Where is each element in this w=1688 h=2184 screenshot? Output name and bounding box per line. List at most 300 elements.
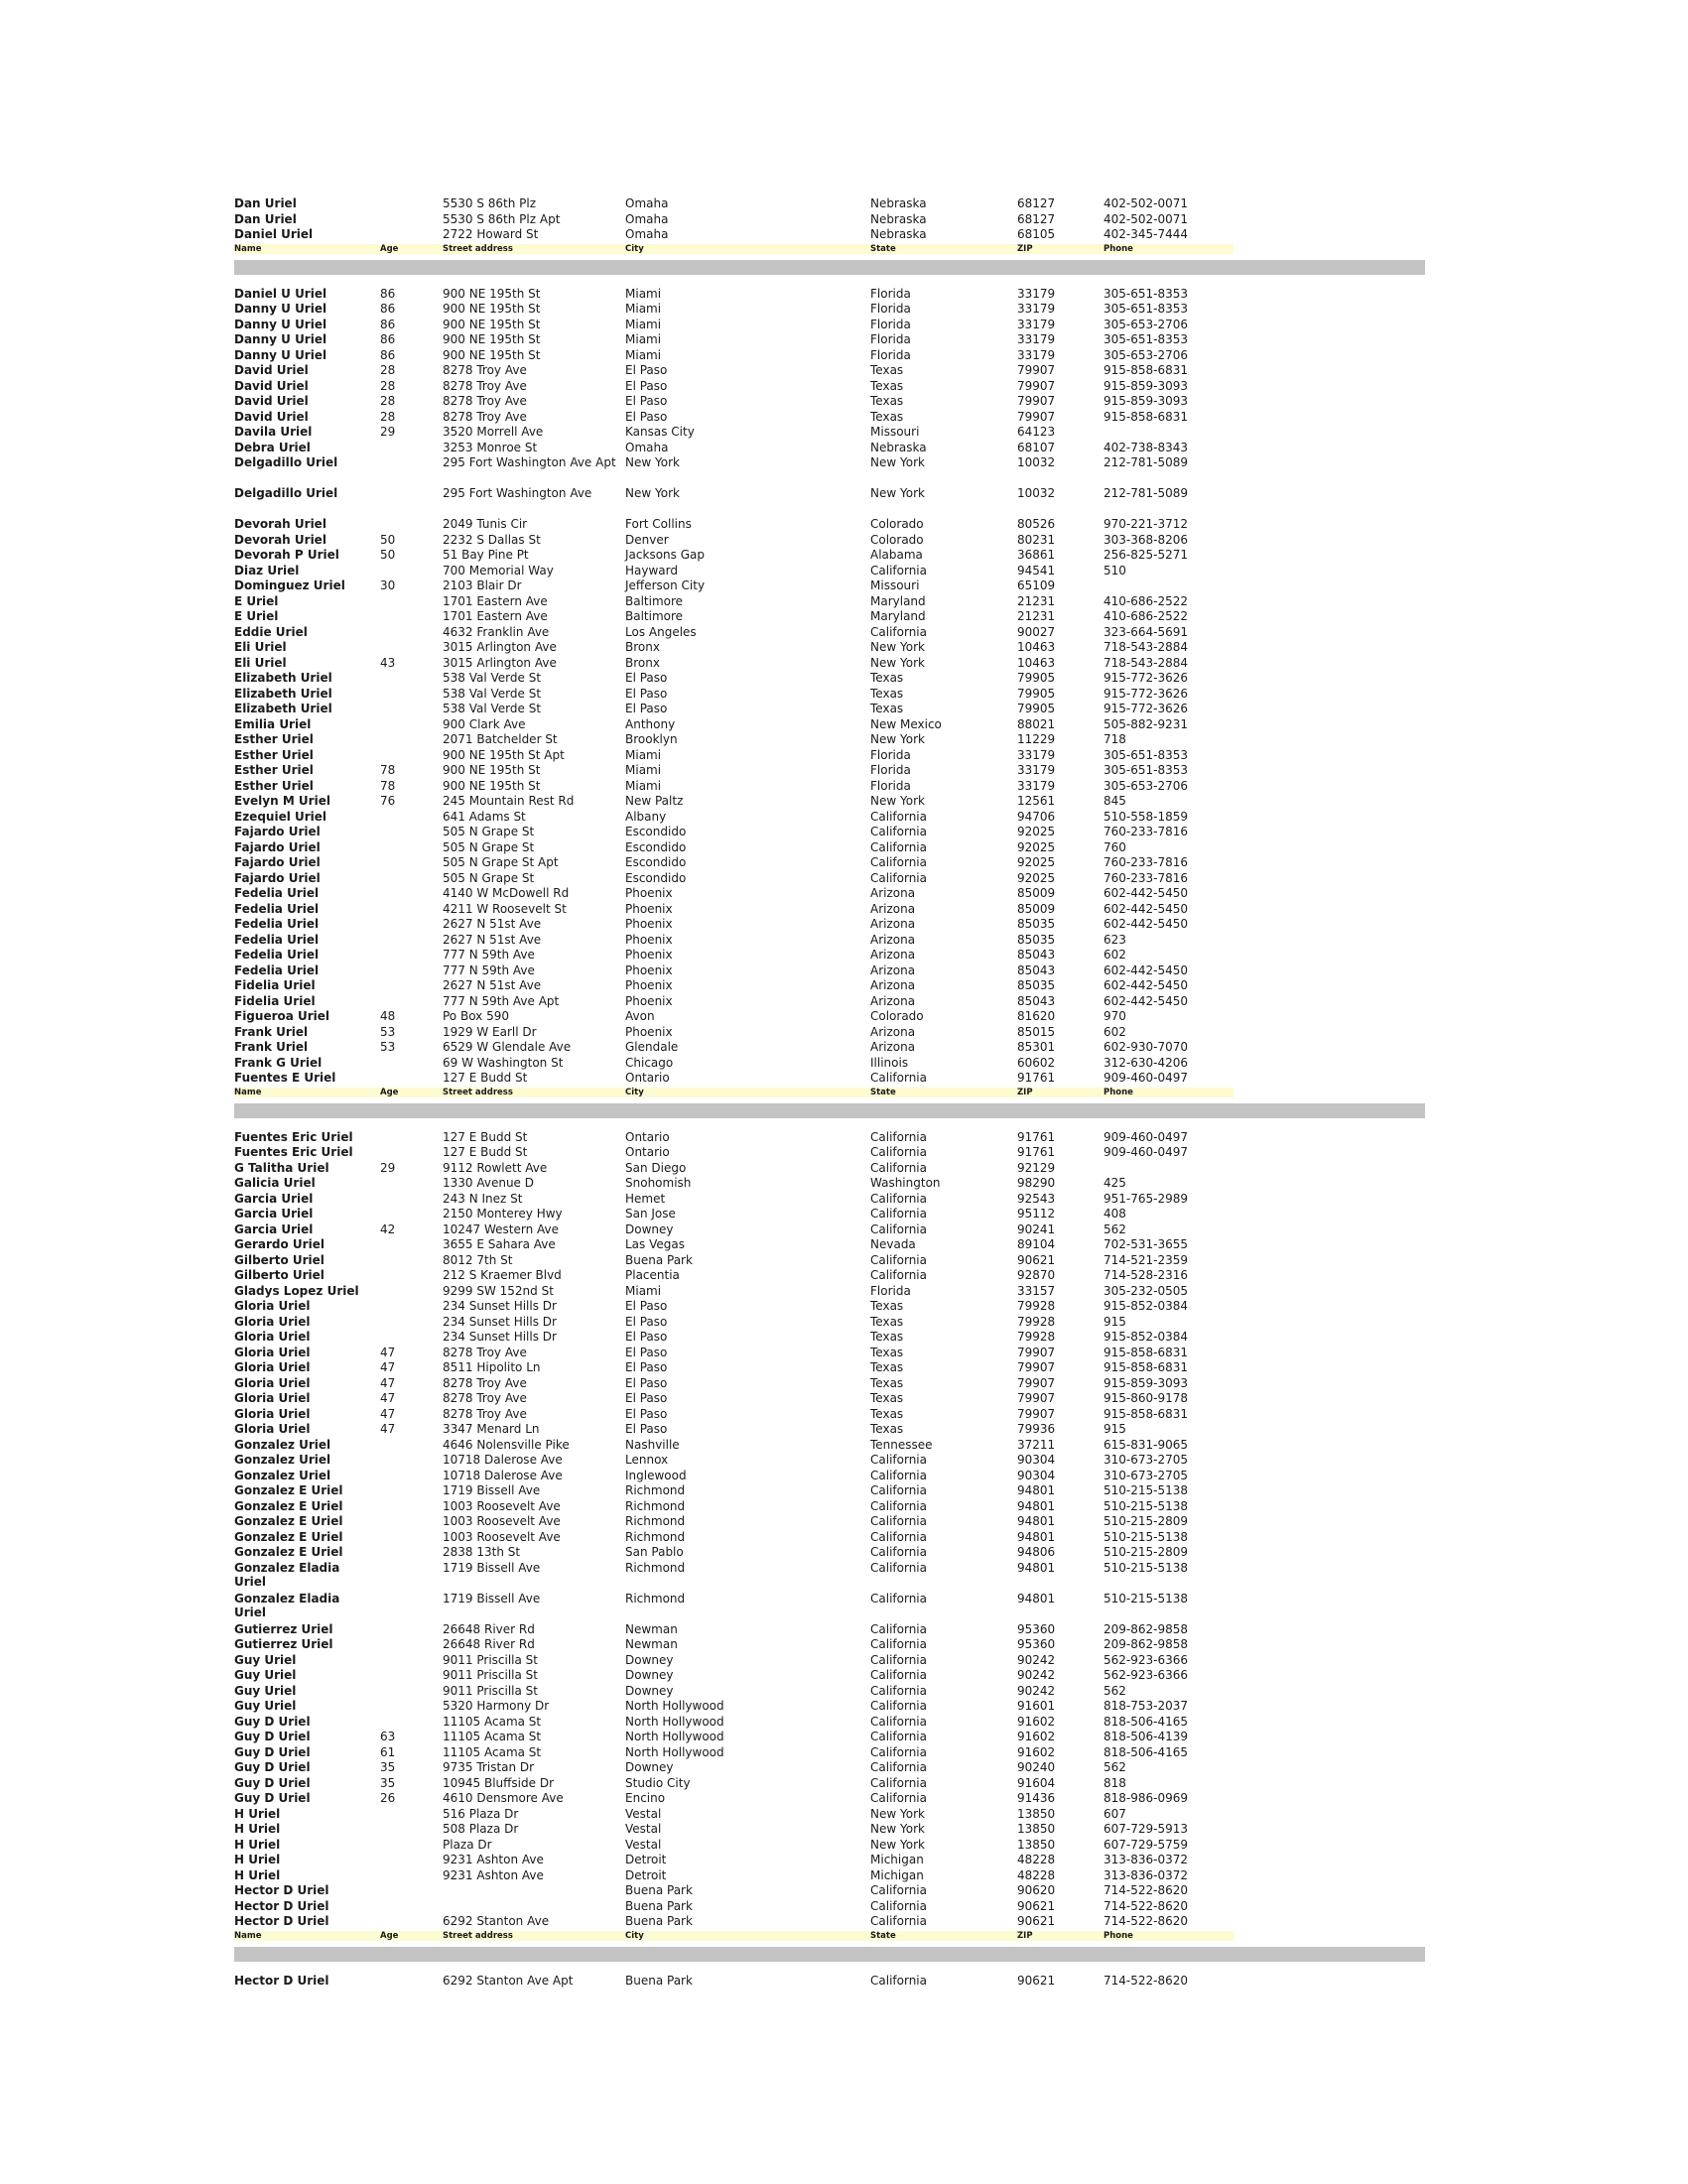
name-cell: H Uriel [234,1806,281,1821]
zip-cell: 11229 [1017,732,1056,746]
city-cell: Inglewood [625,1468,687,1482]
table-row [234,1838,1425,1854]
street-cell: 2049 Tunis Cir [443,517,528,531]
state-cell: California [870,624,927,639]
street-cell: 5530 S 86th Plz Apt [443,211,561,226]
table-row [234,702,1425,717]
zip-cell: 92025 [1017,825,1056,838]
phone-cell: 425 [1104,1176,1126,1190]
zip-cell: 79905 [1017,702,1056,715]
state-cell: Texas [870,1406,904,1421]
state-cell: California [870,1668,927,1682]
table-row [234,1760,1425,1776]
table-row [234,656,1425,672]
street-cell: 3253 Monroe St [443,440,538,454]
phone-cell: 702-531-3655 [1104,1237,1189,1251]
phone-cell: 915 [1104,1314,1126,1329]
table-row [234,1807,1425,1823]
name-cell: Gonzalez Uriel [234,1468,331,1482]
street-cell: Plaza Dr [443,1837,492,1852]
city-cell: Miami [625,747,662,762]
city-cell: El Paso [625,686,668,701]
city-cell: Miami [625,286,662,301]
phone-cell: 845 [1104,794,1126,808]
phone-cell: 305-653-2706 [1104,778,1189,793]
state-cell: Florida [870,763,911,777]
phone-cell: 305-651-8353 [1104,332,1189,346]
street-cell: 1929 W Earll Dr [443,1024,537,1039]
name-cell: Gilberto Uriel [234,1252,325,1267]
name-cell: Fidelia Uriel [234,978,316,992]
name-cell: Guy D Uriel [234,1760,311,1774]
zip-cell: 91436 [1017,1791,1056,1805]
state-cell: New Mexico [870,716,942,731]
street-cell: 4646 Nolensville Pike [443,1437,570,1452]
zip-cell: 79907 [1017,1360,1056,1374]
zip-cell: 90027 [1017,624,1056,639]
street-cell: 900 NE 195th St [443,347,541,362]
state-cell: Michigan [870,1867,924,1882]
city-cell: Downey [625,1668,674,1682]
street-cell: 2722 Howard St [443,227,539,241]
phone-cell: 602-442-5450 [1104,993,1189,1008]
zip-cell: 94801 [1017,1483,1056,1497]
age-header: Age [380,1930,399,1941]
name-cell: Davila Uriel [234,425,313,439]
name-cell: Guy D Uriel [234,1730,311,1743]
zip-cell: 94706 [1017,809,1056,824]
table-row [234,763,1425,779]
name-cell: H Uriel [234,1853,281,1866]
name-cell: Hector D Uriel [234,1898,329,1913]
zip-cell: 33157 [1017,1283,1056,1298]
city-cell: El Paso [625,1299,668,1313]
phone-cell: 305-651-8353 [1104,747,1189,762]
street-cell: 1003 Roosevelt Ave [443,1514,561,1528]
zip-cell: 33179 [1017,332,1056,346]
section-separator [234,260,1425,275]
name-cell: Guy D Uriel [234,1744,311,1759]
phone-cell: 562-923-6366 [1104,1668,1189,1682]
city-cell: Buena Park [625,1898,693,1913]
table-row [234,1699,1425,1715]
zip-cell: 13850 [1017,1837,1056,1852]
city-cell: Phoenix [625,1024,673,1039]
name-cell: Guy Uriel [234,1652,297,1667]
table-row [234,1483,1425,1499]
name-cell: Guy Uriel [234,1699,297,1713]
phone-cell: 562 [1104,1683,1126,1698]
age-header: Age [380,1087,399,1097]
name-cell: Eli Uriel [234,640,287,654]
city-cell: Richmond [625,1514,686,1528]
city-cell: Baltimore [625,609,684,623]
state-cell: California [870,1453,927,1467]
name-cell: David Uriel [234,378,309,393]
age-cell: 86 [380,286,396,301]
street-header: Street address [443,1087,513,1097]
phone-cell: 915-852-0384 [1104,1299,1189,1313]
street-cell: 11105 Acama St [443,1714,542,1729]
phone-cell: 313-836-0372 [1104,1853,1189,1866]
zip-cell: 33179 [1017,747,1056,762]
city-cell: Miami [625,778,662,793]
street-cell: 245 Mountain Rest Rd [443,794,575,808]
phone-cell: 209-862-9858 [1104,1621,1189,1636]
column-header-row [234,244,1234,254]
state-cell: Texas [870,409,904,424]
phone-cell: 818-506-4139 [1104,1730,1189,1743]
table-row [234,517,1425,533]
state-cell: California [870,1591,927,1606]
street-cell: 3015 Arlington Ave [443,655,557,670]
phone-cell: 915-772-3626 [1104,702,1189,715]
street-cell: 9735 Tristan Dr [443,1760,535,1774]
phone-cell: 602-930-7070 [1104,1040,1189,1054]
zip-header: ZIP [1017,243,1033,254]
zip-cell: 91602 [1017,1744,1056,1759]
table-row [234,748,1425,764]
zip-cell: 92025 [1017,839,1056,854]
table-row [234,1407,1425,1423]
zip-cell: 90621 [1017,1898,1056,1913]
state-cell: Texas [870,1391,904,1405]
name-cell: Guy D Uriel [234,1714,311,1729]
zip-cell: 94801 [1017,1498,1056,1513]
zip-cell: 85301 [1017,1040,1056,1054]
phone-cell: 256-825-5271 [1104,548,1189,562]
state-cell: Texas [870,702,904,715]
age-cell: 86 [380,302,396,316]
street-cell: 900 NE 195th St [443,302,541,316]
phone-cell: 510-558-1859 [1104,809,1189,824]
zip-cell: 90241 [1017,1221,1056,1236]
zip-cell: 90240 [1017,1760,1056,1774]
age-cell: 28 [380,394,396,408]
table-row [234,1561,1425,1592]
table-row [234,1868,1425,1884]
phone-cell: 402-345-7444 [1104,227,1189,241]
zip-cell: 85043 [1017,948,1056,962]
street-cell: 3347 Menard Ln [443,1422,540,1436]
phone-header: Phone [1104,1930,1133,1941]
phone-cell: 602-442-5450 [1104,901,1189,916]
state-cell: California [870,1760,927,1774]
zip-cell: 94801 [1017,1529,1056,1544]
zip-cell: 92025 [1017,855,1056,869]
street-cell: 295 Fort Washington Ave [443,486,592,500]
city-cell: Richmond [625,1591,686,1606]
name-cell: Emilia Uriel [234,716,312,731]
state-cell: Arizona [870,978,916,992]
age-header: Age [380,243,399,254]
zip-header: ZIP [1017,1930,1033,1941]
age-cell: 78 [380,763,396,777]
table-row [234,1438,1425,1454]
zip-cell: 90304 [1017,1468,1056,1482]
zip-cell: 90242 [1017,1683,1056,1698]
state-header: State [870,243,896,254]
phone-cell: 402-502-0071 [1104,211,1189,226]
street-cell: 2103 Blair Dr [443,578,522,592]
name-cell: Gonzalez Uriel [234,1437,331,1452]
name-cell: Guy D Uriel [234,1791,311,1805]
city-cell: Bronx [625,640,660,654]
state-cell: Florida [870,302,911,316]
street-cell: 10718 Dalerose Ave [443,1468,563,1482]
phone-cell: 323-664-5691 [1104,624,1189,639]
state-header: State [870,1930,896,1941]
table-row [234,1822,1425,1838]
phone-cell: 818 [1104,1775,1126,1790]
zip-cell: 91761 [1017,1129,1056,1144]
table-row [234,732,1425,748]
age-cell: 76 [380,794,396,808]
street-cell: 9011 Priscilla St [443,1683,538,1698]
table-row [234,1422,1425,1438]
age-cell: 50 [380,532,396,547]
street-cell: 3520 Morrell Ave [443,425,544,439]
zip-cell: 10032 [1017,486,1056,500]
street-cell: 6292 Stanton Ave Apt [443,1973,574,1988]
name-cell: Gonzalez E Uriel [234,1498,343,1513]
name-cell: Elizabeth Uriel [234,671,332,685]
city-cell: Newman [625,1637,678,1651]
state-cell: California [870,1468,927,1482]
table-row [234,964,1425,979]
city-cell: Phoenix [625,948,673,962]
zip-cell: 79936 [1017,1422,1056,1436]
city-cell: Vestal [625,1837,662,1852]
zip-cell: 13850 [1017,1822,1056,1836]
age-cell: 53 [380,1024,396,1039]
name-cell: Fajardo Uriel [234,870,321,885]
city-cell: New York [625,455,680,469]
street-cell: 2071 Batchelder St [443,732,558,746]
table-row [234,302,1425,318]
column-header-row [234,1931,1234,1941]
state-cell: California [870,1252,927,1267]
age-cell: 42 [380,1221,396,1236]
table-row [234,810,1425,826]
zip-cell: 91761 [1017,1071,1056,1085]
state-cell: California [870,1791,927,1805]
city-cell: Snohomish [625,1176,692,1190]
age-cell: 61 [380,1744,396,1759]
phone-cell: 209-862-9858 [1104,1637,1189,1651]
state-cell: California [870,1683,927,1698]
state-cell: New York [870,794,925,808]
state-cell: Michigan [870,1853,924,1866]
age-cell: 47 [380,1391,396,1405]
phone-cell: 408 [1104,1207,1126,1220]
street-cell: 900 NE 195th St [443,763,541,777]
name-cell: Gloria Uriel [234,1345,311,1359]
zip-cell: 79928 [1017,1330,1056,1344]
zip-cell: 85035 [1017,932,1056,947]
phone-cell: 505-882-9231 [1104,716,1189,731]
phone-cell: 909-460-0497 [1104,1145,1189,1159]
city-cell: El Paso [625,394,668,408]
state-cell: Alabama [870,548,923,562]
street-cell: 777 N 59th Ave Apt [443,993,560,1008]
table-row [234,1883,1425,1899]
zip-cell: 64123 [1017,425,1056,439]
state-cell: California [870,1560,927,1575]
city-cell: Phoenix [625,917,673,931]
name-cell: Danny U Uriel [234,332,327,346]
phone-header: Phone [1104,243,1133,254]
state-cell: California [870,1145,927,1159]
zip-cell: 90621 [1017,1252,1056,1267]
state-cell: California [870,870,927,885]
table-row [234,1745,1425,1761]
table-row [234,1025,1425,1041]
age-cell: 86 [380,347,396,362]
city-cell: Jefferson City [625,578,706,592]
city-cell: Buena Park [625,1914,693,1928]
age-cell: 29 [380,425,396,439]
zip-cell: 48228 [1017,1867,1056,1882]
name-cell: David Uriel [234,409,309,424]
table-row [234,1299,1425,1315]
phone-cell: 562 [1104,1760,1126,1774]
street-cell: 11105 Acama St [443,1730,542,1743]
city-cell: San Diego [625,1160,687,1175]
state-cell: Tennessee [870,1437,933,1452]
name-cell: Esther Uriel [234,763,314,777]
table-row [234,671,1425,687]
state-cell: Illinois [870,1055,909,1070]
table-row [234,609,1425,625]
city-cell: Richmond [625,1560,686,1575]
zip-cell: 95360 [1017,1621,1056,1636]
name-cell: Danny U Uriel [234,317,327,331]
street-cell: 9011 Priscilla St [443,1668,538,1682]
table-row [234,1360,1425,1376]
table-row [234,1207,1425,1222]
table-row [234,548,1425,564]
street-cell: 5530 S 86th Plz [443,196,537,210]
city-cell: Phoenix [625,963,673,977]
city-cell: Encino [625,1791,666,1805]
name-cell: Frank Uriel [234,1024,309,1039]
state-cell: California [870,1071,927,1085]
street-cell: 8278 Troy Ave [443,1391,527,1405]
city-cell: North Hollywood [625,1744,724,1759]
name-cell: Debra Uriel [234,440,311,454]
street-cell: 505 N Grape St [443,870,535,885]
table-row [234,533,1425,549]
state-cell: California [870,1498,927,1513]
zip-cell: 79905 [1017,671,1056,685]
age-cell: 47 [380,1345,396,1359]
phone-cell: 718-543-2884 [1104,640,1189,654]
city-cell: North Hollywood [625,1699,724,1713]
name-cell: Devorah Uriel [234,517,326,531]
city-cell: Hayward [625,563,678,578]
street-cell: 1701 Eastern Ave [443,593,548,608]
state-cell: Florida [870,332,911,346]
street-cell: 243 N Inez St [443,1191,523,1206]
table-row [234,1284,1425,1300]
city-cell: El Paso [625,1345,668,1359]
name-cell: Danny U Uriel [234,302,327,316]
age-cell: 50 [380,548,396,562]
age-cell: 86 [380,317,396,331]
phone-cell: 714-528-2316 [1104,1268,1189,1282]
name-cell: Gonzalez Uriel [234,1453,331,1467]
table-row [234,1176,1425,1192]
name-cell: Daniel Uriel [234,227,314,241]
table-row [234,394,1425,410]
name-cell: Garcia Uriel [234,1191,314,1206]
city-cell: Escondido [625,839,687,854]
state-header: State [870,1087,896,1097]
state-cell: California [870,1207,927,1220]
zip-cell: 68105 [1017,227,1056,241]
state-cell: California [870,1714,927,1729]
street-cell: 295 Fort Washington Ave Apt [443,455,616,469]
phone-cell: 915-859-3093 [1104,378,1189,393]
table-row [234,1376,1425,1392]
name-cell: Fedelia Uriel [234,932,320,947]
table-row [234,1715,1425,1731]
street-cell: 234 Sunset Hills Dr [443,1330,557,1344]
state-cell: Arizona [870,993,916,1008]
name-cell: E Uriel [234,609,279,623]
street-cell: 777 N 59th Ave [443,948,535,962]
phone-cell: 714-522-8620 [1104,1973,1189,1988]
phone-cell: 909-460-0497 [1104,1129,1189,1144]
table-row [234,917,1425,933]
name-cell: Delgadillo Uriel [234,455,338,469]
street-cell: 3655 E Sahara Ave [443,1237,556,1251]
phone-cell: 607-729-5759 [1104,1837,1189,1852]
table-row [234,1684,1425,1700]
name-cell: H Uriel [234,1837,281,1852]
state-cell: California [870,1621,927,1636]
street-cell: 900 NE 195th St [443,317,541,331]
zip-cell: 94801 [1017,1591,1056,1606]
name-cell: Gloria Uriel [234,1299,311,1313]
state-cell: Arizona [870,901,916,916]
table-row [234,441,1425,456]
zip-cell: 68127 [1017,196,1056,210]
zip-cell: 65109 [1017,578,1056,592]
state-cell: Arizona [870,917,916,931]
zip-cell: 94801 [1017,1514,1056,1528]
phone-cell: 760-233-7816 [1104,825,1189,838]
phone-cell: 915 [1104,1422,1126,1436]
phone-cell: 714-522-8620 [1104,1883,1189,1897]
zip-cell: 10463 [1017,640,1056,654]
state-cell: New York [870,732,925,746]
table-row [234,1637,1425,1653]
name-cell: Esther Uriel [234,732,314,746]
city-cell: Fort Collins [625,517,692,531]
street-cell: 234 Sunset Hills Dr [443,1314,557,1329]
table-row [234,1899,1425,1915]
age-cell: 35 [380,1775,396,1790]
state-cell: Arizona [870,948,916,962]
name-cell: Fedelia Uriel [234,963,320,977]
city-cell: Ontario [625,1071,670,1085]
age-cell: 47 [380,1422,396,1436]
table-row [234,1391,1425,1407]
zip-cell: 90621 [1017,1973,1056,1988]
city-cell: Baltimore [625,593,684,608]
